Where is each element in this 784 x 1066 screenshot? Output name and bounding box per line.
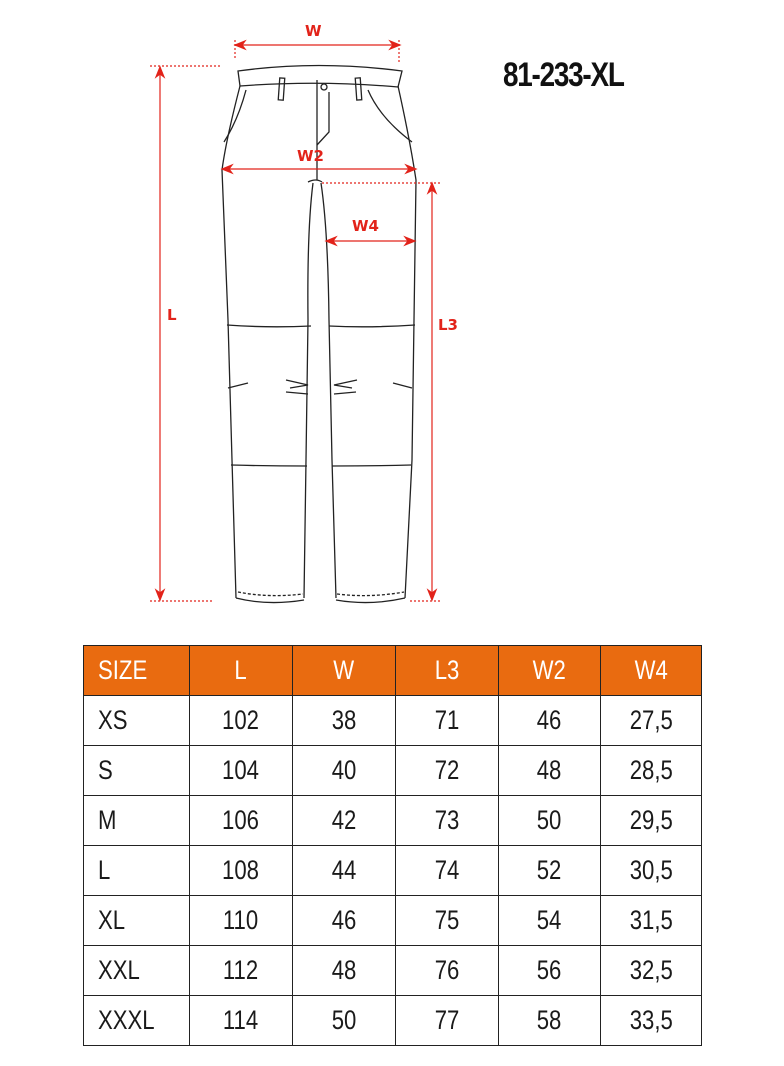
size-table — [83, 645, 702, 1046]
cell-l: 104 — [190, 746, 293, 796]
cell-w: 50 — [293, 996, 396, 1046]
cell-l: 108 — [190, 846, 293, 896]
cell-size: M — [84, 796, 190, 846]
dimension-label-w: W — [305, 22, 322, 40]
table-row — [84, 696, 702, 746]
cell-w4: 29,5 — [601, 796, 702, 846]
cell-w: 48 — [293, 946, 396, 996]
cell-w: 44 — [293, 846, 396, 896]
dimension-label-w4: W4 — [352, 217, 379, 235]
cell-w: 46 — [293, 896, 396, 946]
header-size: SIZE — [84, 646, 190, 696]
cell-l: 102 — [190, 696, 293, 746]
header-w2: W2 — [499, 646, 601, 696]
cell-w4: 33,5 — [601, 996, 702, 1046]
header-l3: L3 — [396, 646, 499, 696]
cell-w4: 28,5 — [601, 746, 702, 796]
table-row — [84, 796, 702, 846]
cell-w4: 31,5 — [601, 896, 702, 946]
cell-l3: 71 — [396, 696, 499, 746]
cell-w4: 32,5 — [601, 946, 702, 996]
cell-size: XL — [84, 896, 190, 946]
cell-w: 38 — [293, 696, 396, 746]
cell-w2: 58 — [499, 996, 601, 1046]
cell-size: XXL — [84, 946, 190, 996]
cell-size: XXXL — [84, 996, 190, 1046]
cell-l3: 72 — [396, 746, 499, 796]
cell-l: 106 — [190, 796, 293, 846]
table-row — [84, 946, 702, 996]
cell-l: 112 — [190, 946, 293, 996]
table-row — [84, 746, 702, 796]
cell-l3: 75 — [396, 896, 499, 946]
product-code: 81-233-XL — [503, 56, 624, 94]
cell-l3: 73 — [396, 796, 499, 846]
cell-w2: 54 — [499, 896, 601, 946]
cell-size: XS — [84, 696, 190, 746]
table-row — [84, 896, 702, 946]
dimension-label-w2: W2 — [297, 147, 324, 165]
table-header-row — [84, 646, 702, 696]
cell-w4: 30,5 — [601, 846, 702, 896]
cell-size: S — [84, 746, 190, 796]
cell-size: L — [84, 846, 190, 896]
cell-l: 110 — [190, 896, 293, 946]
cell-w4: 27,5 — [601, 696, 702, 746]
cell-w2: 56 — [499, 946, 601, 996]
header-w4: W4 — [601, 646, 702, 696]
header-l: L — [190, 646, 293, 696]
dimension-label-l3: L3 — [438, 316, 458, 334]
cell-l3: 77 — [396, 996, 499, 1046]
header-w: W — [293, 646, 396, 696]
table-row — [84, 996, 702, 1046]
cell-w: 40 — [293, 746, 396, 796]
cell-w2: 48 — [499, 746, 601, 796]
cell-w: 42 — [293, 796, 396, 846]
cell-w2: 46 — [499, 696, 601, 746]
cell-l3: 76 — [396, 946, 499, 996]
dimension-label-l: L — [167, 306, 177, 324]
cell-l: 114 — [190, 996, 293, 1046]
cell-w2: 50 — [499, 796, 601, 846]
cell-w2: 52 — [499, 846, 601, 896]
table-row — [84, 846, 702, 896]
cell-l3: 74 — [396, 846, 499, 896]
